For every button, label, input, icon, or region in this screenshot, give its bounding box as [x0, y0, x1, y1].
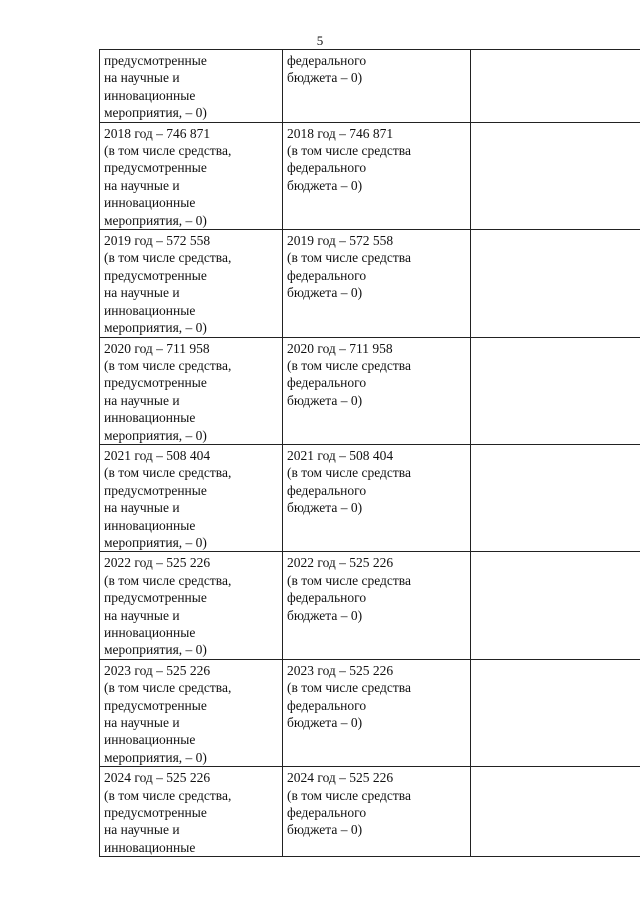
- notes-cell: [471, 552, 640, 659]
- cell-text-line: 2021 год – 508 404: [104, 447, 211, 463]
- cell-text-line: (в том числе средства,: [104, 143, 232, 159]
- cell-text-line: 2018 год – 746 871: [287, 125, 394, 141]
- cell-text-line: на научные и: [104, 392, 180, 408]
- notes-cell: [471, 659, 640, 766]
- cell-text-line: (в том числе средства,: [104, 465, 232, 481]
- cell-text-line: предусмотренные: [104, 805, 207, 821]
- cell-text-line: (в том числе средства: [287, 572, 411, 588]
- cell-text-line: на научные и: [104, 715, 180, 731]
- cell-text-line: мероприятия, – 0): [104, 105, 207, 121]
- cell-text-line: федерального: [287, 53, 367, 68]
- table-row: [100, 230, 640, 337]
- volume-cell: [100, 337, 283, 444]
- cell-text-line: 2024 год – 525 226: [104, 770, 211, 786]
- cell-text-line: 2019 год – 572 558: [287, 233, 394, 249]
- funding-table-body: [100, 50, 640, 857]
- cell-text-line: 2022 год – 525 226: [287, 555, 394, 571]
- cell-text-line: инновационные: [104, 625, 196, 640]
- cell-text-line: бюджета – 0): [287, 392, 363, 408]
- cell-text-line: 2023 год – 525 226: [287, 662, 394, 678]
- source-cell: [283, 444, 471, 551]
- cell-text-line: (в том числе средства,: [104, 357, 232, 373]
- cell-text-line: федерального: [287, 697, 367, 713]
- source-cell: [283, 230, 471, 337]
- cell-text-line: 2024 год – 525 226: [287, 770, 394, 786]
- source-cell: [283, 50, 471, 123]
- cell-text-line: мероприятия, – 0): [104, 212, 207, 228]
- cell-text-line: (в том числе средства: [287, 465, 411, 481]
- cell-text-line: инновационные: [104, 410, 196, 426]
- cell-text-line: (в том числе средства,: [104, 250, 232, 266]
- cell-text-line: инновационные: [104, 517, 196, 533]
- cell-text-line: 2022 год – 525 226: [104, 555, 211, 571]
- volume-cell: [100, 122, 283, 229]
- notes-cell: [471, 337, 640, 444]
- cell-text-line: бюджета – 0): [287, 285, 363, 301]
- cell-text-line: инновационные: [104, 195, 196, 211]
- cell-text-line: федерального: [287, 267, 367, 283]
- cell-text-line: бюджета – 0): [287, 822, 363, 838]
- cell-text-line: на научные и: [104, 500, 180, 516]
- notes-cell: [471, 767, 640, 857]
- cell-text-line: (в том числе средства: [287, 250, 411, 266]
- notes-cell: [471, 122, 640, 229]
- cell-text-line: (в том числе средства: [287, 143, 411, 159]
- cell-text-line: 2020 год – 711 958: [287, 340, 393, 356]
- cell-text-line: бюджета – 0): [287, 500, 363, 516]
- table-row: [100, 444, 640, 551]
- table-row-continued: [100, 50, 640, 123]
- cell-text-line: (в том числе средства: [287, 787, 411, 803]
- cell-text-line: 2021 год – 508 404: [287, 447, 394, 463]
- cell-text-line: бюджета – 0): [287, 607, 363, 623]
- cell-text-line: бюджета – 0): [287, 177, 363, 193]
- cell-text-line: (в том числе средства: [287, 357, 411, 373]
- cell-text-line: бюджета – 0): [287, 70, 363, 86]
- cell-text-line: на научные и: [104, 177, 180, 193]
- funding-table: [99, 49, 640, 857]
- cell-text-line: предусмотренные: [104, 482, 207, 498]
- cell-text-line: 2023 год – 525 226: [104, 662, 211, 678]
- cell-text-line: федерального: [287, 805, 367, 821]
- cell-text-line: бюджета – 0): [287, 715, 363, 731]
- cell-text-line: мероприятия, – 0): [104, 427, 207, 443]
- cell-text-line: (в том числе средства,: [104, 572, 232, 588]
- volume-cell: [100, 659, 283, 766]
- page-number: 5: [316, 33, 324, 48]
- cell-text-line: мероприятия, – 0): [104, 320, 207, 336]
- table-row: [100, 659, 640, 766]
- source-cell: [283, 337, 471, 444]
- volume-cell: [100, 50, 283, 123]
- cell-text-line: предусмотренные: [104, 375, 207, 391]
- cell-text-line: мероприятия, – 0): [104, 534, 207, 550]
- cell-text-line: на научные и: [104, 70, 180, 86]
- source-cell: [283, 552, 471, 659]
- source-cell: [283, 122, 471, 229]
- cell-text-line: инновационные: [104, 302, 196, 318]
- cell-text-line: 2020 год – 711 958: [104, 340, 210, 356]
- notes-cell: [471, 230, 640, 337]
- volume-cell: [100, 444, 283, 551]
- source-cell: [283, 767, 471, 857]
- volume-cell: [100, 767, 283, 857]
- table-row: [100, 552, 640, 659]
- cell-text-line: предусмотренные: [104, 590, 207, 606]
- cell-text-line: на научные и: [104, 285, 180, 301]
- table-row: [100, 122, 640, 229]
- cell-text-line: (в том числе средства: [287, 680, 411, 696]
- table-row: [100, 767, 640, 857]
- cell-text-line: (в том числе средства,: [104, 680, 232, 696]
- cell-text-line: предусмотренные: [104, 53, 207, 68]
- table-row: [100, 337, 640, 444]
- cell-text-line: инновационные: [104, 87, 196, 103]
- cell-text-line: федерального: [287, 590, 367, 606]
- cell-text-line: федерального: [287, 375, 367, 391]
- cell-text-line: предусмотренные: [104, 697, 207, 713]
- cell-text-line: на научные и: [104, 822, 180, 838]
- cell-text-line: федерального: [287, 482, 367, 498]
- cell-text-line: на научные и: [104, 607, 180, 623]
- source-cell: [283, 659, 471, 766]
- cell-text-line: федерального: [287, 160, 367, 176]
- cell-text-line: мероприятия, – 0): [104, 749, 207, 765]
- cell-text-line: предусмотренные: [104, 267, 207, 283]
- cell-text-line: предусмотренные: [104, 160, 207, 176]
- cell-text-line: инновационные: [104, 839, 196, 855]
- cell-text-line: 2019 год – 572 558: [104, 233, 211, 249]
- cell-text-line: (в том числе средства,: [104, 787, 232, 803]
- cell-text-line: мероприятия, – 0): [104, 642, 207, 658]
- cell-text-line: инновационные: [104, 732, 196, 748]
- notes-cell: [471, 444, 640, 551]
- volume-cell: [100, 552, 283, 659]
- cell-text-line: 2018 год – 746 871: [104, 125, 211, 141]
- notes-cell: [471, 50, 640, 123]
- volume-cell: [100, 230, 283, 337]
